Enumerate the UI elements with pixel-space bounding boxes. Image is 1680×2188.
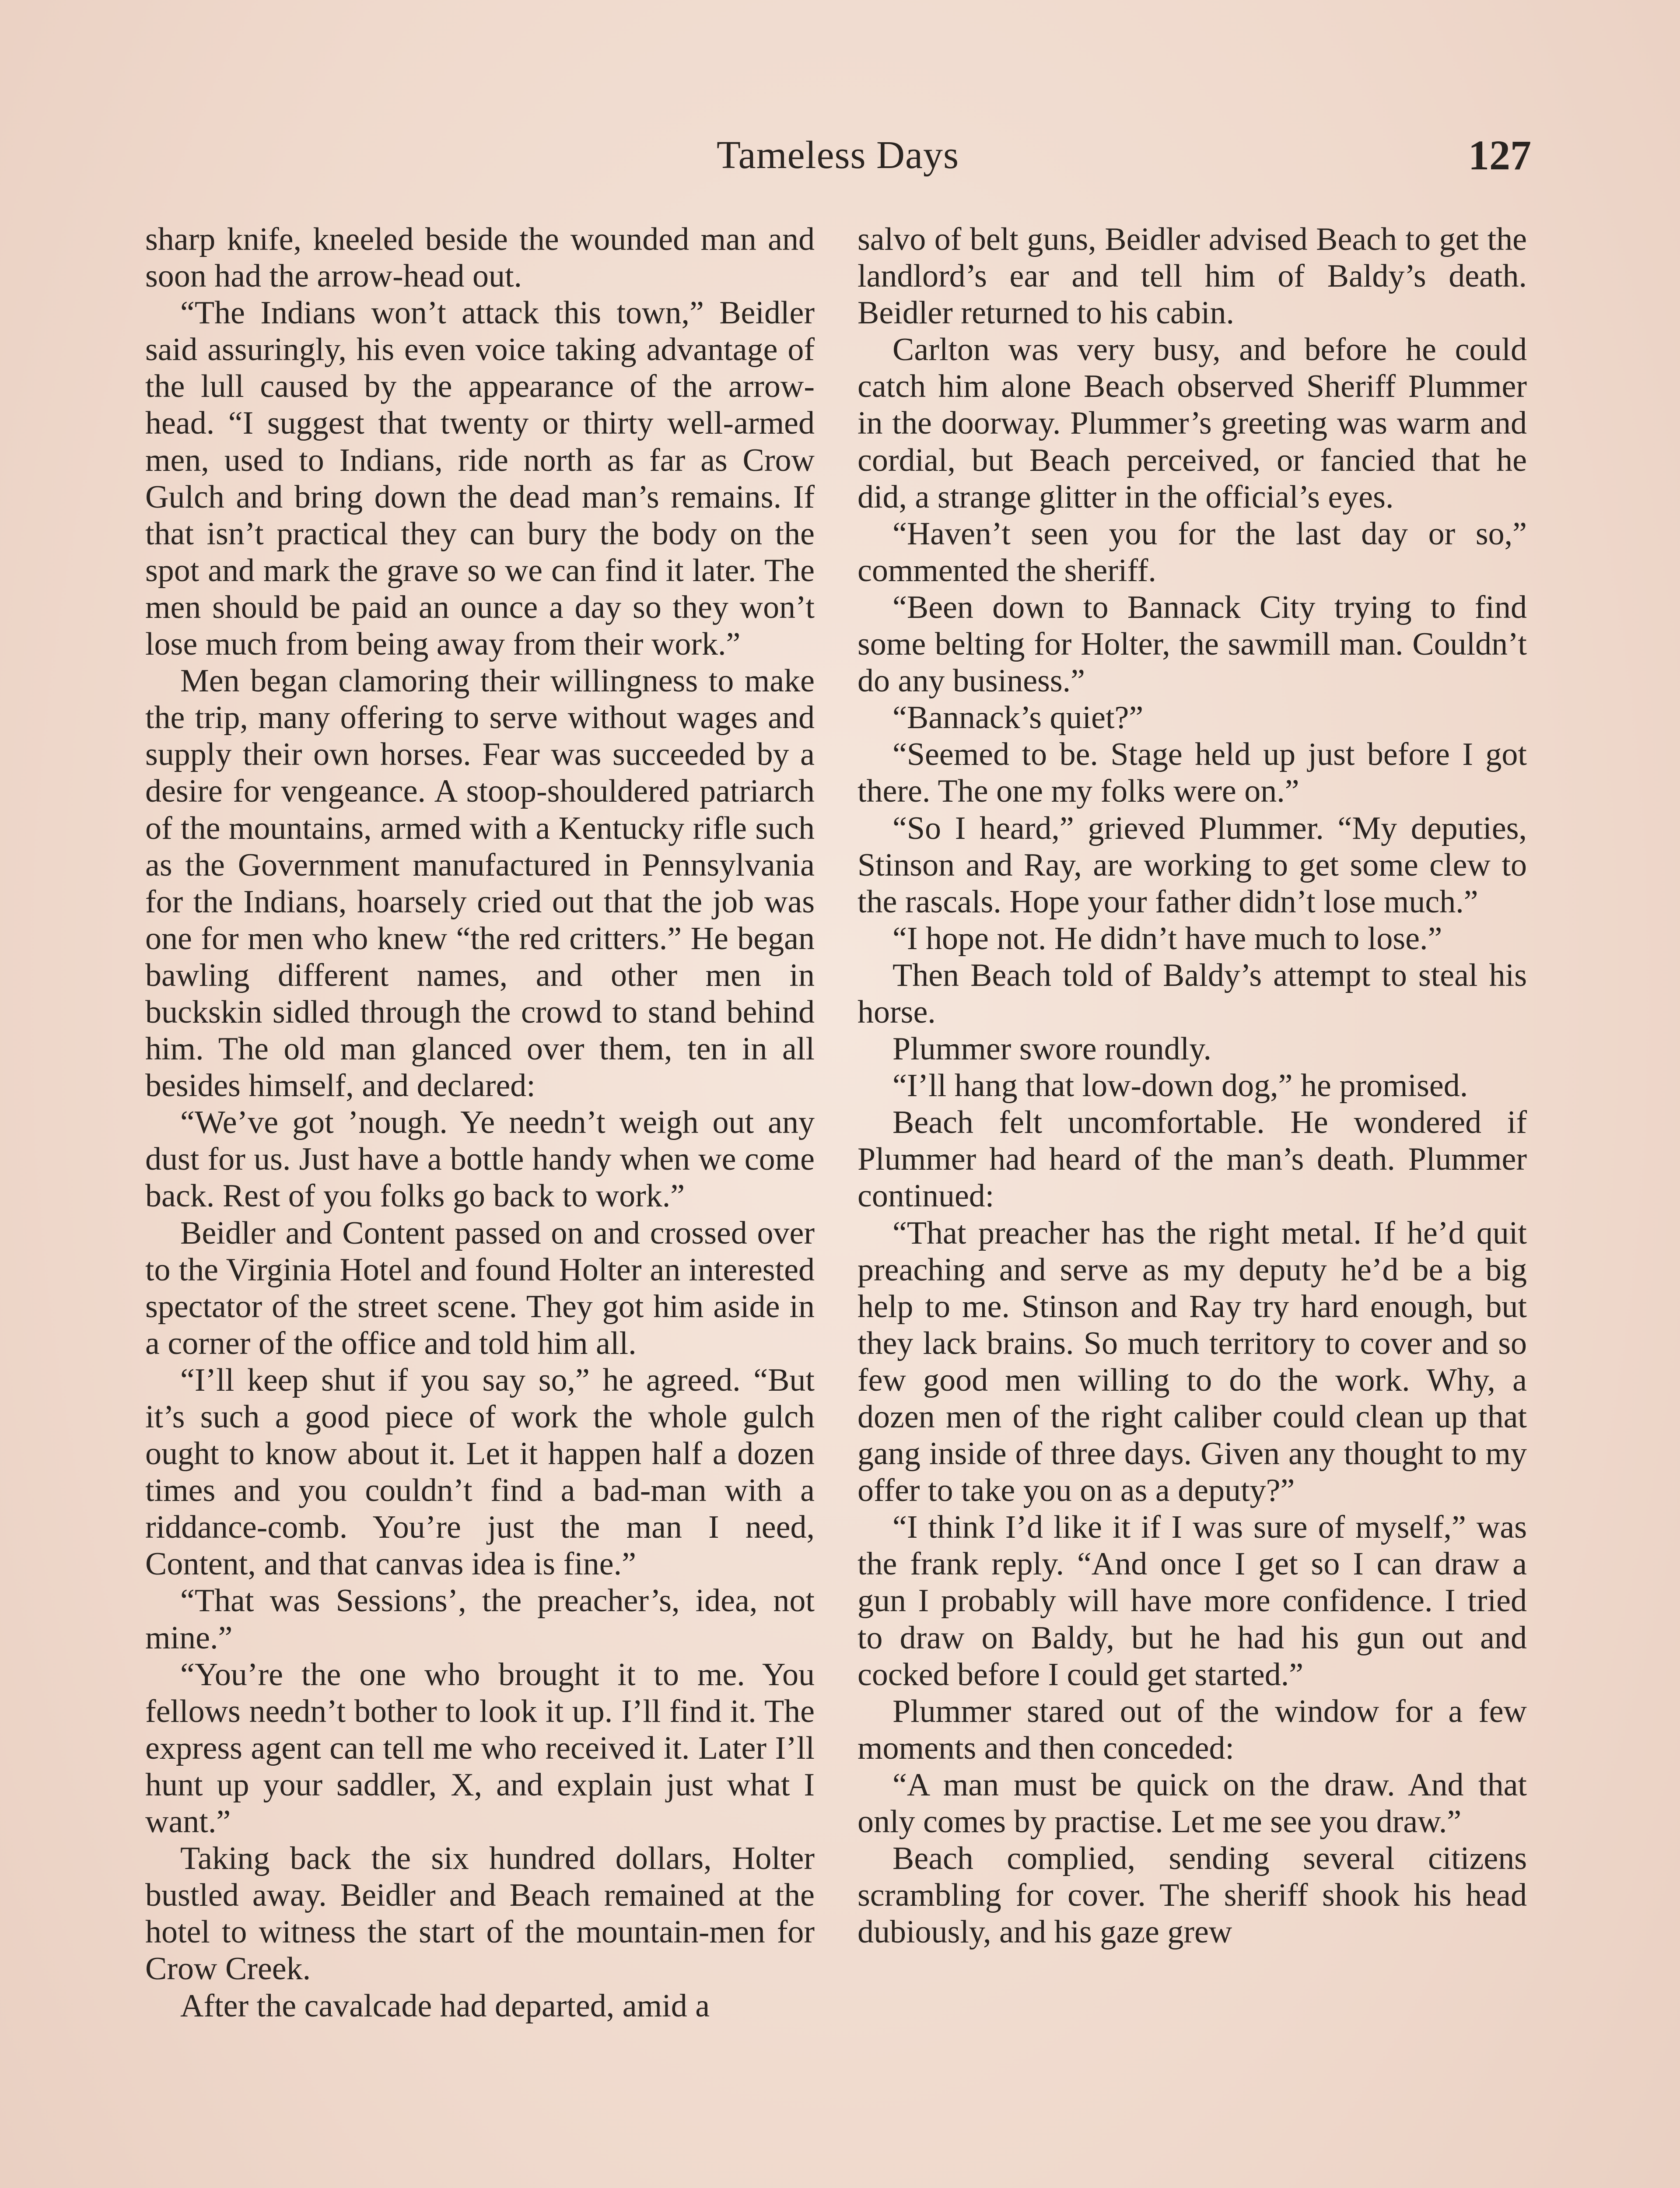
paragraph: “I think I’d like it if I was sure of myself,” was the frank reply. “And once I get so I can draw a gun I probably will have more confidence. I tried to draw on Baldy, but he had his gun out and cocked before I could get started.” (858, 1509, 1527, 1693)
paragraph: “Been down to Bannack City trying to find some belting for Holter, the sawmill man. Couldn’t do any business.” (858, 589, 1527, 699)
paragraph: Taking back the six hundred dollars, Holter bustled away. Beidler and Beach remained at the hotel to witness the start of the mountain-men for Crow Creek. (145, 1841, 815, 1987)
paragraph: sharp knife, kneeled beside the wounded man and soon had the arrow-head out. (145, 221, 815, 295)
right-column (858, 221, 1527, 1950)
paragraph: “I’ll keep shut if you say so,” he agreed. “But it’s such a good piece of work the whole gulch ought to know about it. Let it happen half a dozen times and you couldn’t find a bad-man with a riddance-comb. You’re just the man I need, Content, and that canvas idea is fine.” (145, 1362, 815, 1582)
paragraph: Men began clamoring their willingness to make the trip, many offering to serve without wages and supply their own horses. Fear was succeeded by a desire for vengeance. A stoop-shouldered patriarch of the mountains, armed with a Kentucky rifle such as the Government manufactured in Pennsylvania for the Indians, hoarsely cried out that the job was one for men who knew “the red critters.” He began bawling different names, and other men in buckskin sidled through the crowd to stand behind him. The old man glanced over them, ten in all besides himself, and declared: (145, 663, 815, 1104)
paragraph: “Seemed to be. Stage held up just before I got there. The one my folks were on.” (858, 736, 1527, 810)
paragraph: After the cavalcade had departed, amid a (180, 1988, 710, 2024)
paragraph: “Haven’t seen you for the last day or so,” commented the sheriff. (858, 515, 1527, 589)
paragraph: “You’re the one who brought it to me. You fellows needn’t bother to look it up. I’ll find it. The express agent can tell me who received it. Later I’ll hunt up your saddler, X, and explain just what I want.” (145, 1656, 815, 1840)
page-number: 127 (1468, 132, 1531, 179)
paragraph: “That preacher has the right metal. If he’d quit preaching and serve as my deputy he’d be a big help to me. Stinson and Ray try hard enough, but they lack brains. So much territory to cover and so few good men willing to do the work. Why, a dozen men of the right caliber could clean up that gang inside of three days. Given any thought to my offer to take you on as a deputy?” (858, 1215, 1527, 1509)
paragraph: Beach felt uncomfortable. He wondered if Plummer had heard of the man’s death. Plummer continued: (858, 1105, 1527, 1214)
paragraph: Beach complied, sending several citizens scrambling for cover. The sheriff shook his head dubiously, and his gaze grew (858, 1841, 1527, 1950)
left-column (145, 221, 815, 2024)
paragraph: “A man must be quick on the draw. And that only comes by practise. Let me see you draw.” (858, 1767, 1527, 1840)
paragraph: “So I heard,” grieved Plummer. “My deputies, Stinson and Ray, are working to get some clew to the rascals. Hope your father didn’t lose much.” (858, 810, 1527, 920)
paragraph: “We’ve got ’nough. Ye needn’t weigh out any dust for us. Just have a bottle handy when we come back. Rest of you folks go back to work.” (145, 1105, 815, 1214)
paragraph: salvo of belt guns, Beidler advised Beach to get the landlord’s ear and tell him of Baldy’s death. Beidler returned to his cabin. (858, 221, 1527, 331)
page-header (144, 127, 1531, 184)
paragraph: Plummer swore roundly. (892, 1031, 1211, 1067)
paragraph: “That was Sessions’, the preacher’s, idea, not mine.” (145, 1583, 815, 1656)
paragraph: Carlton was very busy, and before he could catch him alone Beach observed Sheriff Plummer in the doorway. Plummer’s greeting was warm and cordial, but Beach perceived, or fancied that he did, a strange glitter in the official’s eyes. (858, 332, 1527, 515)
paragraph: Plummer stared out of the window for a few moments and then conceded: (858, 1693, 1527, 1766)
paragraph: “I hope not. He didn’t have much to lose.” (892, 920, 1442, 957)
paragraph: Beidler and Content passed on and crossed over to the Virginia Hotel and found Holter an interested spectator of the street scene. They got him aside in a corner of the office and told him all. (145, 1215, 815, 1361)
paragraph: Then Beach told of Baldy’s attempt to steal his horse. (858, 957, 1527, 1030)
paragraph: “The Indians won’t attack this town,” Beidler said assuringly, his even voice taking advantage of the lull caused by the appearance of the arrow-head. “I suggest that twenty or thirty well-armed men, used to Indians, ride north as far as Crow Gulch and bring down the dead man’s remains. If that isn’t practical they can bury the body on the spot and mark the grave so we can find it later. The men should be paid an ounce a day so they won’t lose much from being away from their work.” (145, 295, 815, 663)
paragraph: “Bannack’s quiet?” (892, 700, 1144, 736)
paragraph: “I’ll hang that low-down dog,” he promised. (892, 1068, 1468, 1104)
running-title: Tameless Days (716, 133, 959, 177)
